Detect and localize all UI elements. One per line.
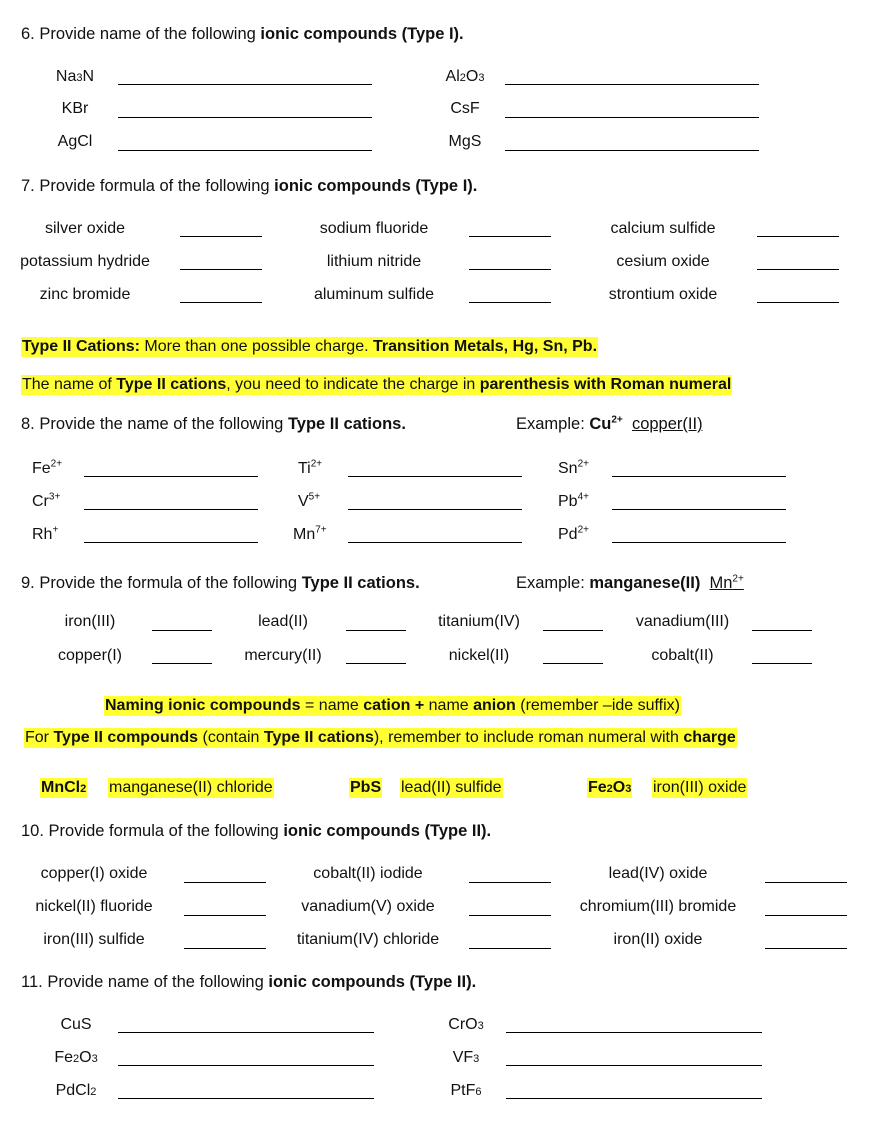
q8-ion-4: $Ti^{2+}$: [298, 458, 323, 477]
q7-item-9: strontium oxide: [608, 286, 718, 303]
q9-item-1: iron(III): [64, 613, 116, 630]
q7-answer-line-9[interactable]: [757, 302, 839, 303]
q6-formula-6: MgS: [448, 133, 482, 150]
q9-answer-line-2[interactable]: [152, 663, 212, 664]
q7-heading: 7. Provide formula of the following ionic compounds (Type I).: [21, 177, 478, 195]
q7-answer-line-8[interactable]: [757, 269, 839, 270]
q8-ion-6: $Mn^{7+}$: [293, 524, 327, 543]
q10-item-3: iron(III) sulfide: [43, 931, 145, 948]
q8-ion-8: $Pb^{4+}$: [558, 491, 589, 510]
q10-item-8: chromium(III) bromide: [579, 898, 737, 915]
q8-answer-line-7[interactable]: [612, 476, 786, 477]
naming-info-line-1: Naming ionic compounds = name cation + name anion (remember –ide suffix): [105, 697, 681, 714]
q6-formula-3: AgCl: [57, 133, 93, 150]
q6-answer-line-2[interactable]: [118, 117, 372, 118]
q8-answer-line-4[interactable]: [348, 476, 522, 477]
example-1-name: manganese(II) chloride: [109, 779, 273, 796]
q7-answer-line-2[interactable]: [180, 269, 262, 270]
q11-answer-line-4[interactable]: [506, 1032, 762, 1033]
q10-item-6: titanium(IV) chloride: [296, 931, 440, 948]
q6-formula-2: KBr: [61, 100, 89, 117]
q9-answer-line-6[interactable]: [543, 663, 603, 664]
q8-answer-line-5[interactable]: [348, 509, 522, 510]
q8-answer-line-6[interactable]: [348, 542, 522, 543]
q9-item-7: vanadium(III): [635, 613, 730, 630]
q8-answer-line-2[interactable]: [84, 509, 258, 510]
q9-heading: 9. Provide the formula of the following Type II cations.: [21, 574, 420, 592]
q11-formula-1: CuS: [60, 1016, 92, 1033]
q9-answer-line-8[interactable]: [752, 663, 812, 664]
q7-item-1: silver oxide: [44, 220, 126, 237]
q11-answer-line-5[interactable]: [506, 1065, 762, 1066]
q9-item-3: lead(II): [258, 613, 308, 630]
q7-answer-line-7[interactable]: [757, 236, 839, 237]
q8-ion-1: $Fe^{2+}$: [32, 458, 63, 477]
q10-item-4: cobalt(II) iodide: [313, 865, 423, 882]
q6-answer-line-1[interactable]: [118, 84, 372, 85]
q10-item-7: lead(IV) oxide: [608, 865, 708, 882]
example-3-formula: Fe2O3: [588, 779, 632, 796]
q11-answer-line-3[interactable]: [118, 1098, 374, 1099]
q9-answer-line-7[interactable]: [752, 630, 812, 631]
q11-heading: 11. Provide name of the following ionic compounds (Type II).: [21, 973, 477, 991]
q6-answer-line-3[interactable]: [118, 150, 372, 151]
q10-heading: 10. Provide formula of the following ionic compounds (Type II).: [21, 822, 492, 840]
q7-item-2: potassium hydride: [20, 253, 150, 270]
q10-item-5: vanadium(V) oxide: [301, 898, 435, 915]
q9-answer-line-4[interactable]: [346, 663, 406, 664]
q9-item-2: copper(I): [57, 647, 123, 664]
q10-answer-line-6[interactable]: [469, 948, 551, 949]
q10-answer-line-7[interactable]: [765, 882, 847, 883]
q11-formula-2: Fe2O3: [54, 1049, 98, 1066]
q7-item-6: aluminum sulfide: [313, 286, 435, 303]
q8-ion-9: $Pd^{2+}$: [558, 524, 589, 543]
q7-item-7: calcium sulfide: [610, 220, 716, 237]
q7-answer-line-5[interactable]: [469, 269, 551, 270]
q9-item-4: mercury(II): [244, 647, 322, 664]
q10-answer-line-4[interactable]: [469, 882, 551, 883]
q11-formula-4: CrO3: [448, 1016, 484, 1033]
q7-item-8: cesium oxide: [616, 253, 710, 270]
q7-answer-line-1[interactable]: [180, 236, 262, 237]
q10-item-9: iron(II) oxide: [613, 931, 703, 948]
q6-formula-5: CsF: [450, 100, 480, 117]
q6-formula-4: Al2O3: [445, 68, 485, 85]
type2-info-line-1: Type II Cations: More than one possible charge. Transition Metals, Hg, Sn, Pb.: [22, 338, 598, 355]
q7-answer-line-3[interactable]: [180, 302, 262, 303]
q9-item-8: cobalt(II): [651, 647, 714, 664]
naming-info-line-2: For Type II compounds (contain Type II cations), remember to include roman numeral with charge: [25, 729, 736, 746]
example-2-formula: PbS: [350, 779, 382, 796]
example-1-formula: MnCl2: [41, 779, 87, 796]
q8-ion-3: Rh+: [32, 524, 59, 543]
q9-answer-line-5[interactable]: [543, 630, 603, 631]
q6-answer-line-6[interactable]: [505, 150, 759, 151]
q8-ion-7: $Sn^{2+}$: [558, 458, 589, 477]
q10-answer-line-5[interactable]: [469, 915, 551, 916]
q8-answer-line-1[interactable]: [84, 476, 258, 477]
example-2-name: lead(II) sulfide: [401, 779, 502, 796]
q11-formula-5: VF3: [452, 1049, 480, 1066]
q9-answer-line-1[interactable]: [152, 630, 212, 631]
q6-answer-line-4[interactable]: [505, 84, 759, 85]
q8-answer-line-8[interactable]: [612, 509, 786, 510]
q11-answer-line-6[interactable]: [506, 1098, 762, 1099]
q7-answer-line-4[interactable]: [469, 236, 551, 237]
q6-answer-line-5[interactable]: [505, 117, 759, 118]
type2-info-line-2: The name of Type II cations, you need to indicate the charge in parenthesis with Roman numeral: [22, 376, 732, 393]
q10-answer-line-3[interactable]: [184, 948, 266, 949]
q10-answer-line-2[interactable]: [184, 915, 266, 916]
q7-item-3: zinc bromide: [39, 286, 131, 303]
example-3-name: iron(III) oxide: [653, 779, 747, 796]
q8-answer-line-9[interactable]: [612, 542, 786, 543]
q7-item-5: lithium nitride: [326, 253, 422, 270]
q11-answer-line-2[interactable]: [118, 1065, 374, 1066]
q6-formula-1: Na3N: [55, 68, 95, 85]
q7-answer-line-6[interactable]: [469, 302, 551, 303]
q8-ion-2: $Cr^{3+}$: [32, 491, 61, 510]
q10-item-2: nickel(II) fluoride: [35, 898, 153, 915]
q7-item-4: sodium fluoride: [319, 220, 429, 237]
q10-answer-line-8[interactable]: [765, 915, 847, 916]
q11-answer-line-1[interactable]: [118, 1032, 374, 1033]
q9-answer-line-3[interactable]: [346, 630, 406, 631]
q9-example: Example: manganese(II) $Mn^{2+}$: [516, 573, 744, 592]
q8-answer-line-3[interactable]: [84, 542, 258, 543]
q6-heading: 6. Provide name of the following ionic compounds (Type I).: [21, 25, 464, 43]
q10-answer-line-9[interactable]: [765, 948, 847, 949]
q9-item-6: nickel(II): [448, 647, 510, 664]
q8-ion-5: $V^{5+}$: [298, 491, 321, 510]
q8-heading: 8. Provide the name of the following Type II cations.: [21, 415, 406, 433]
q10-answer-line-1[interactable]: [184, 882, 266, 883]
q10-item-1: copper(I) oxide: [40, 865, 148, 882]
q11-formula-3: PdCl2: [55, 1082, 97, 1099]
q9-item-5: titanium(IV): [438, 613, 520, 630]
q8-example: Example: $Cu^{2+}$ copper(II): [516, 414, 703, 433]
q11-formula-6: PtF6: [450, 1082, 482, 1099]
